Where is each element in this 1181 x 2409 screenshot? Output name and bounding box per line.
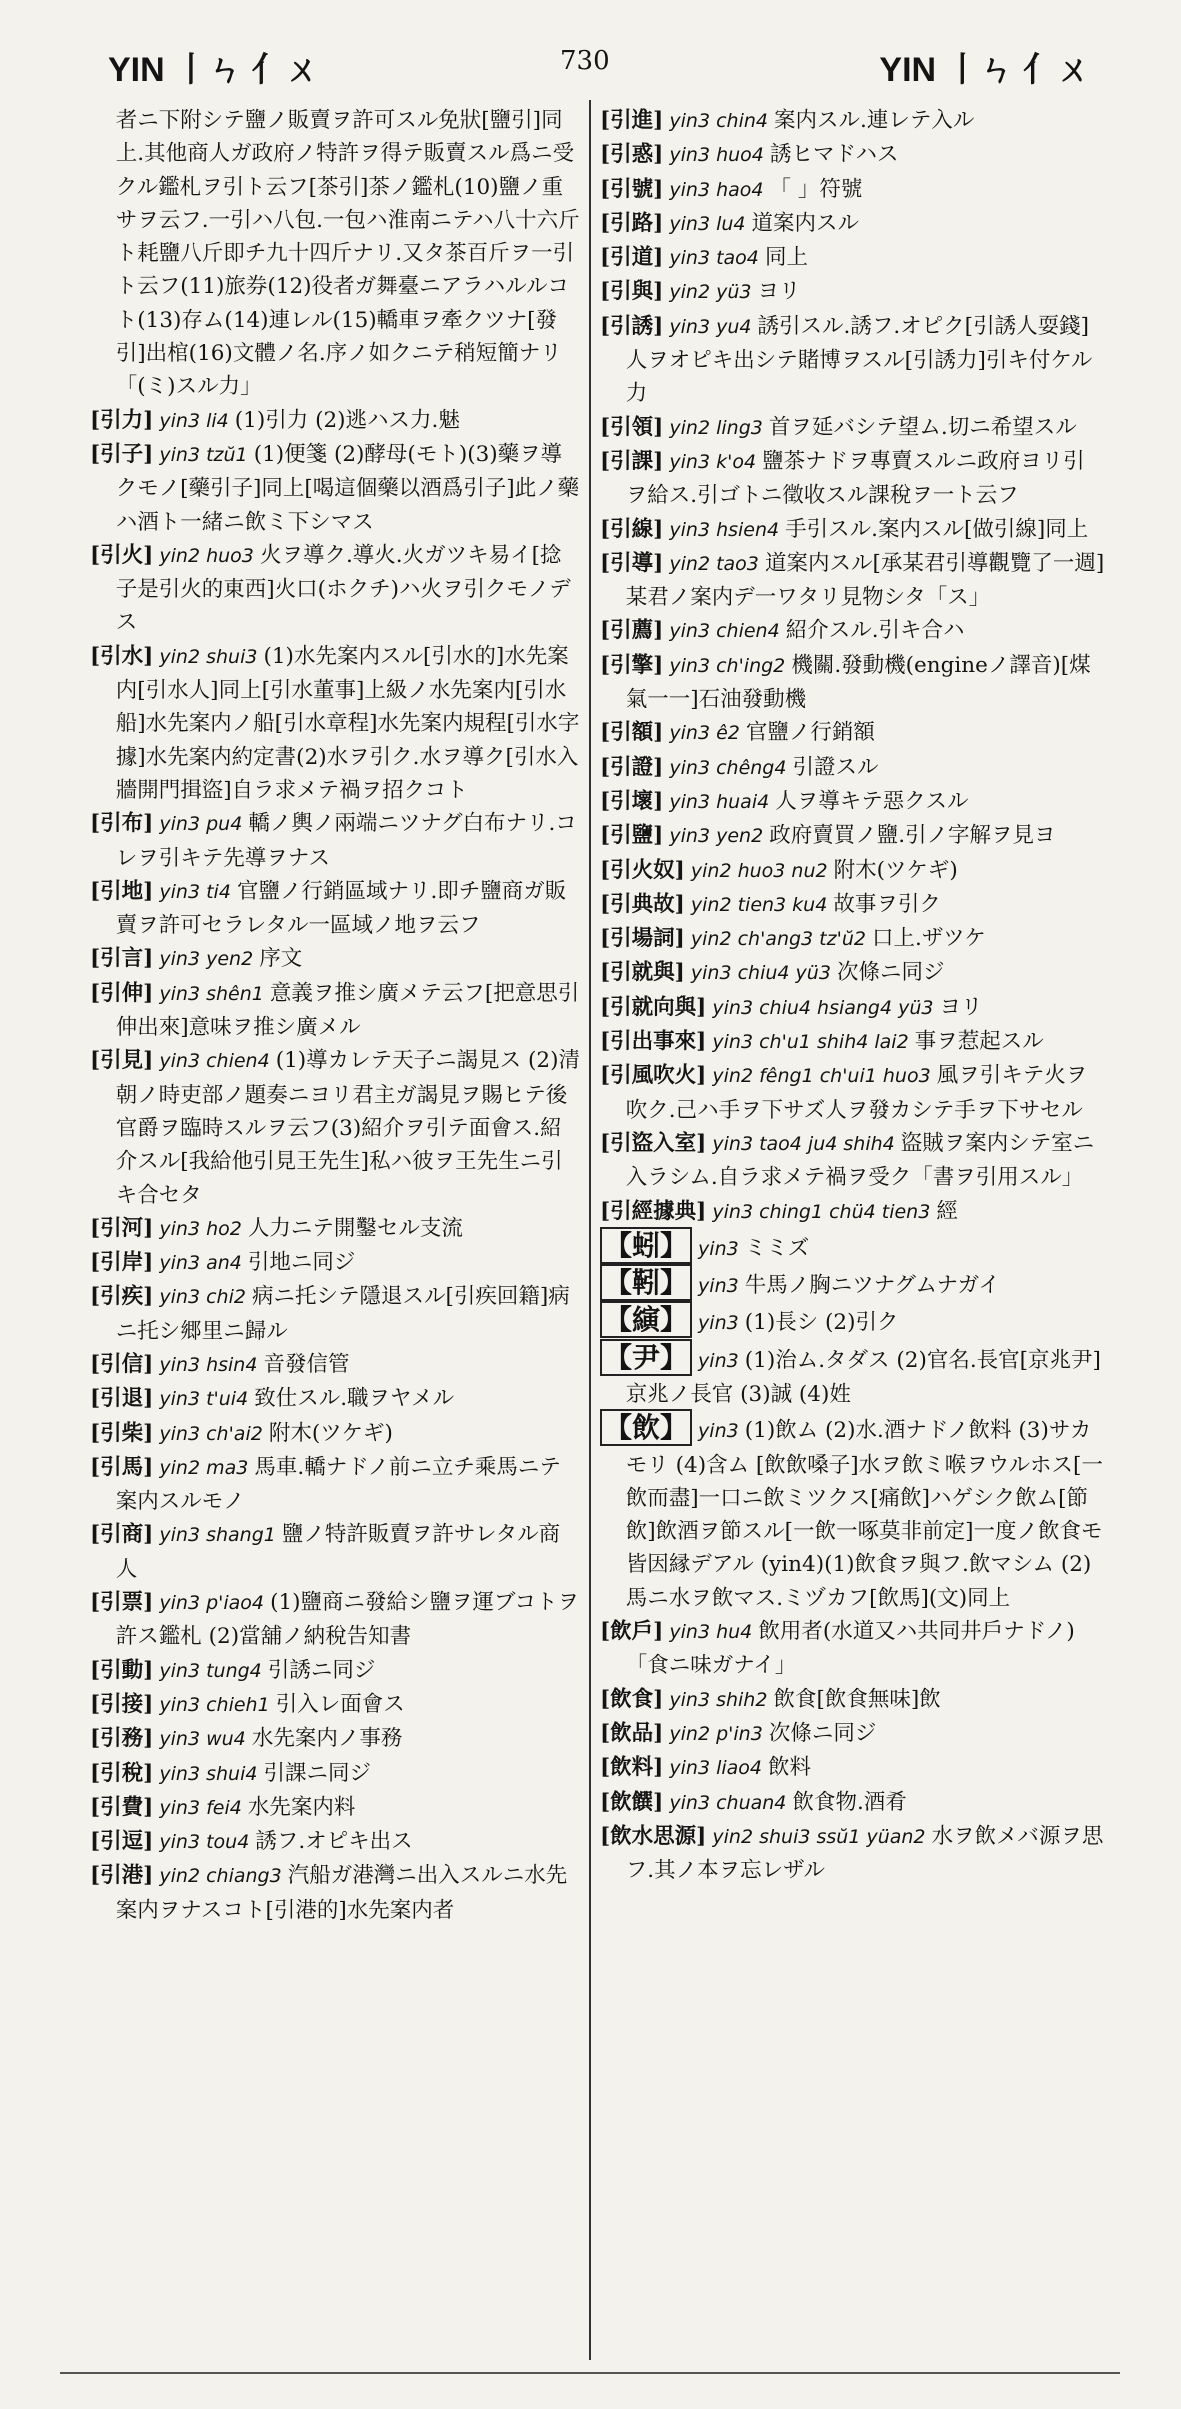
dictionary-entry: [600, 1411, 1105, 1615]
entry-romanization: yin3 tzŭ1: [153, 443, 254, 466]
entry-headword: [引路]: [600, 210, 664, 236]
dictionary-entry: [600, 1059, 1105, 1127]
entry-definition: 鹽茶ナドヲ專賣スルニ政府ヨリ引ヲ給ス.引ゴトニ徵收スル課稅ヲ一ト云フ: [625, 448, 1085, 509]
entry-romanization: yin2 ma3: [153, 1456, 255, 1479]
entry-headword: [引課]: [600, 448, 664, 474]
entry-romanization: yin3 chi2: [153, 1286, 252, 1309]
entry-romanization: yin3 pu4: [153, 813, 249, 836]
entry-romanization: yin3 shih2: [663, 1688, 774, 1711]
entry-headword: [引票]: [90, 1590, 154, 1616]
entry-headword: [引領]: [600, 414, 664, 440]
entry-headword: [引疾]: [90, 1284, 154, 1310]
entry-headword: [飲料]: [600, 1755, 664, 1781]
entry-headword: [飲饌]: [600, 1789, 664, 1815]
entry-romanization: yin3: [692, 1312, 745, 1335]
dictionary-entry: [90, 1654, 580, 1688]
entry-definition: 政府賣買ノ鹽.引ノ字解ヲ見ヨ: [769, 823, 1056, 849]
entry-romanization: yin3 yu4: [663, 315, 758, 338]
right-column: [600, 104, 1105, 2359]
entry-definition: 「 」符號: [769, 176, 863, 202]
entry-headword: [引就向與]: [600, 994, 707, 1020]
dictionary-entry: [600, 956, 1105, 990]
dictionary-entry: [90, 807, 580, 875]
entry-definition: 誘フ.オピキ出ス: [255, 1829, 413, 1855]
entry-definition: (1)長シ (2)引ク: [744, 1310, 899, 1336]
entry-definition: 事ヲ惹起スル: [914, 1029, 1044, 1055]
entry-definition: (1)導カレテ天子ニ謁見ス (2)清朝ノ時吏部ノ題奏ニヨリ君主ガ謁見ヲ賜ヒテ後官爵ヲ臨時スルヲ云フ(3)紹介ヲ引テ面會ス.紹介スル[我給他引見王先生]私ハ彼ヲ王先生ニ引キ合セタ: [115, 1048, 580, 1208]
entry-romanization: yin3 chin4: [663, 110, 775, 132]
entry-romanization: yin3 chieh1: [153, 1693, 276, 1716]
entry-headword: 【尹】: [600, 1339, 692, 1376]
dictionary-entry: [90, 1518, 580, 1586]
entry-headword: [引務]: [90, 1726, 154, 1752]
entry-definition: 鹽ノ特許販賣ヲ許サレタル商人: [115, 1522, 561, 1582]
entry-romanization: yin3: [692, 1420, 745, 1443]
entry-headword: [引稅]: [90, 1760, 154, 1786]
dictionary-entry: [600, 1751, 1105, 1785]
dictionary-entry: [90, 1825, 580, 1859]
entry-headword: [引風吹火]: [600, 1063, 707, 1089]
dictionary-entry: [600, 819, 1105, 853]
entry-romanization: yin3 ch'ing2: [663, 654, 792, 677]
entry-romanization: yin3 tou4: [153, 1831, 256, 1854]
dictionary-entry: [600, 207, 1105, 241]
dictionary-entry: [90, 438, 580, 539]
entry-headword: [引伸]: [90, 980, 154, 1006]
entry-definition: 火ヲ導ク.導火.火ガツキ易イ[捻子是引火的東西]火口(ホクチ)ハ火ヲ引クモノデス: [115, 542, 571, 636]
entry-headword: [引柴]: [90, 1420, 154, 1446]
entry-definition: 道案内スル[承某君引導觀覽了一週]某君ノ案内デ一ワタリ見物シタ「ス」: [625, 550, 1105, 611]
entry-romanization: yin2 huo3 nu2: [684, 859, 834, 882]
entry-romanization: yin3 ho2: [153, 1217, 248, 1240]
dictionary-entry: [90, 942, 580, 976]
dictionary-entry: [90, 1044, 580, 1211]
entry-definition: 機關.發動機(engineノ譯音)[煤氣一一]石油發動機: [625, 652, 1091, 713]
entry-headword: [引盜入室]: [600, 1130, 707, 1156]
dictionary-entry: [90, 1348, 580, 1382]
entry-headword: [引河]: [90, 1215, 154, 1241]
entry-definition: 誘引スル.誘フ.オピク[引誘人耍錢]人ヲオピキ出シテ賭博ヲスル[引誘力]引キ付ケル力: [625, 313, 1093, 407]
dictionary-entry: [600, 275, 1105, 309]
page-header: [0, 28, 1181, 88]
entry-romanization: yin3 huo4: [663, 144, 770, 167]
entry-definition: 牛馬ノ胸ニツナグムナガイ: [744, 1273, 1000, 1299]
entry-headword: [引壞]: [600, 788, 664, 814]
dictionary-entry: [600, 1195, 1105, 1229]
entry-headword: [引見]: [90, 1048, 154, 1074]
dictionary-entry: [600, 716, 1105, 750]
entry-headword: [引商]: [90, 1522, 154, 1548]
entry-headword: [引馬]: [90, 1454, 154, 1480]
dictionary-entry: [600, 1615, 1105, 1683]
entry-definition: 水先案内料: [247, 1794, 356, 1820]
entry-romanization: yin3 chiu4 hsiang4 yü3: [706, 996, 940, 1019]
entry-romanization: yin2 yü3: [663, 281, 758, 304]
entry-romanization: yin2 fêng1 ch'ui1 huo3: [706, 1065, 937, 1088]
entry-romanization: yin3 tung4: [153, 1659, 268, 1682]
entry-definition: 飲料: [768, 1755, 812, 1781]
dictionary-entry: [90, 1246, 580, 1280]
entry-headword: [引逗]: [90, 1829, 154, 1855]
dictionary-entry: [600, 854, 1105, 888]
entry-romanization: yin3 chêng4: [663, 756, 793, 779]
entry-headword: 【飲】: [600, 1409, 692, 1446]
entry-definition: 官鹽ノ行銷額: [745, 720, 875, 746]
dictionary-entry: [600, 445, 1105, 513]
dictionary-entry: [600, 1025, 1105, 1059]
left-column: [90, 104, 580, 2359]
entry-definition: 者ニ下附シテ鹽ノ販賣ヲ許可スル免狀[鹽引]同上.其他商人ガ政府ノ特許ヲ得テ販賣スル爲ニ受クル鑑札ヲ引ト云フ[茶引]茶ノ鑑札(10)鹽ノ重サヲ云フ.一引ハ八包.一包ハ淮南ニテハ八十六斤ト耗鹽八斤即チ九十四斤ナリ.又タ茶百斤ヲ一引ト云フ(11)旅券(12)役者ガ舞臺ニアラハルルコト(13)存ム(14)連レル(15)轎車ヲ牽クツナ[發引]出棺(16)文體ノ名.序ノ如クニテ稍短簡ナリ「(ミ)スル力」: [115, 108, 580, 400]
column-divider: [589, 100, 591, 2360]
entry-romanization: yin3 ch'u1 shih4 lai2: [706, 1031, 915, 1054]
header-left: YIN 丨ㄣ 亻ㄨ: [108, 51, 320, 89]
entry-headword: [飲品]: [600, 1720, 664, 1746]
entry-romanization: yin3 ê2: [663, 722, 746, 745]
bottom-rule: [60, 2372, 1120, 2374]
entry-romanization: yin3 lu4: [663, 212, 752, 235]
entry-romanization: yin2 tao3: [663, 552, 765, 575]
dictionary-entry: [90, 1586, 580, 1654]
entry-romanization: yin3 ch'ai2: [153, 1422, 269, 1445]
dictionary-entry: [90, 1212, 580, 1246]
entry-headword: [飲食]: [600, 1686, 664, 1712]
dictionary-entry: [600, 241, 1105, 275]
entry-headword: [引岸]: [90, 1250, 154, 1276]
entry-headword: [引額]: [600, 720, 664, 746]
entry-definition: 經: [936, 1198, 958, 1224]
dictionary-entry: [90, 404, 580, 438]
entry-headword: [引言]: [90, 946, 154, 972]
entry-definition: 同上: [764, 245, 808, 271]
entry-definition: 故事ヲ引ク: [833, 891, 941, 917]
entry-romanization: yin3 t'ui4: [153, 1388, 255, 1411]
entry-definition: 引入レ面會ス: [275, 1691, 405, 1717]
entry-romanization: yin3 shên1: [153, 982, 270, 1005]
entry-headword: [引惑]: [600, 142, 664, 168]
entry-definition: 附木(ツケギ): [268, 1420, 393, 1446]
entry-romanization: yin2 p'in3: [663, 1722, 769, 1745]
entry-definition: 引課ニ同ジ: [263, 1760, 371, 1786]
dictionary-entry: [600, 751, 1105, 785]
dictionary-entry: [90, 977, 580, 1045]
entry-romanization: yin3 ching1 chü4 tien3: [706, 1200, 937, 1223]
dictionary-entry: [90, 1451, 580, 1519]
entry-romanization: yin3 an4: [153, 1252, 248, 1275]
entry-definition: 官鹽ノ行銷區域ナリ.即チ鹽商ガ販賣ヲ許可セラレタル一區域ノ地ヲ云フ: [115, 878, 567, 939]
dictionary-entry: [90, 1757, 580, 1791]
entry-headword: [引線]: [600, 516, 664, 542]
entry-headword: [引退]: [90, 1386, 154, 1412]
entry-definition: (1)水先案内スル[引水的]水先案内[引水人]同上[引水董事]上級ノ水先案内[引水船]水先案内ノ船[引水章程]水先案内規程[引水字據]水先案内約定書(2)水ヲ引ク.水ヲ導ク[引水入牆開門揖盜]自ラ求メテ禍ヲ招クコト: [115, 643, 580, 803]
entry-definition: (1)引力 (2)逃ハス力.魅: [234, 407, 460, 433]
entry-romanization: yin3: [692, 1349, 745, 1372]
entry-definition: (1)飲ム (2)水.酒ナドノ飲料 (3)サカモリ (4)含ム [飲飲嗓子]水ヲ飲ミ喉ヲウルホス[一飲而盡]一口ニ飲ミツクス[痛飲]ハゲシク飲ム[節飲]飲酒ヲ節スル[一飲一啄莫非前定]一度ノ飲食モ皆因縁デアル (yin4)(1)飲食ヲ與フ.飲マシム (2)馬ニ水ヲ飲マス.ミヅカフ[飲馬](文)同上: [625, 1418, 1103, 1611]
entry-definition: 飲食[飲食無味]飲: [773, 1686, 941, 1712]
entry-romanization: yin3 shui4: [153, 1762, 264, 1785]
entry-definition: 次條ニ同ジ: [836, 960, 945, 986]
dictionary-entry: [90, 1417, 580, 1451]
entry-romanization: yin3 hsin4: [153, 1353, 264, 1376]
dictionary-entry: [90, 1722, 580, 1756]
entry-romanization: yin3 li4: [153, 409, 235, 432]
entry-romanization: yin3 tao4: [663, 247, 765, 270]
entry-romanization: yin3 hao4: [663, 178, 770, 201]
dictionary-entry: [600, 922, 1105, 956]
entry-romanization: yin3 chuan4: [663, 1791, 793, 1814]
entry-romanization: yin3 tao4 ju4 shih4: [706, 1132, 901, 1155]
dictionary-entry: [600, 138, 1105, 172]
entry-romanization: yin2 shui3 ssŭ1 yüan2: [706, 1825, 932, 1848]
dictionary-entry: [600, 1683, 1105, 1717]
dictionary-entry: [600, 1341, 1105, 1412]
dictionary-entry: [600, 104, 1105, 138]
entry-definition: 紹介スル.引キ合ハ: [785, 618, 965, 644]
dictionary-entry: [90, 1859, 580, 1927]
entry-romanization: yin3 chien4: [663, 620, 786, 643]
dictionary-entry: [600, 991, 1105, 1025]
entry-definition: 引誘ニ同ジ: [267, 1657, 376, 1683]
entry-romanization: yin3 chien4: [153, 1050, 276, 1073]
entry-definition: (1)鹽商ニ發給シ鹽ヲ運ブコトヲ許ス鑑札 (2)當舖ノ納稅告知書: [115, 1590, 579, 1650]
dictionary-entry: [90, 539, 580, 640]
entry-romanization: yin2 shui3: [153, 645, 264, 668]
entry-definition: 飲用者(水道又ハ共同井戶ナドノ) 「食ニ味ガナイ」: [625, 1619, 1075, 1679]
dictionary-entry: [90, 1791, 580, 1825]
entry-headword: [引道]: [600, 245, 664, 271]
dictionary-entry: [90, 104, 580, 404]
dictionary-entry: [600, 785, 1105, 819]
dictionary-entry: [600, 614, 1105, 648]
dictionary-entry: [600, 1303, 1105, 1340]
entry-headword: [引出事來]: [600, 1029, 707, 1055]
dictionary-entry: [90, 640, 580, 807]
dictionary-entry: [90, 1382, 580, 1416]
entry-romanization: yin3 yen2: [663, 825, 770, 848]
entry-headword: [引費]: [90, 1794, 154, 1820]
entry-headword: [引火奴]: [600, 857, 685, 883]
entry-headword: [引子]: [90, 441, 154, 467]
entry-romanization: yin3 wu4: [153, 1728, 252, 1751]
entry-definition: 音發信管: [263, 1351, 350, 1377]
entry-headword: [引典故]: [600, 891, 685, 917]
entry-romanization: yin2 tien3 ku4: [684, 893, 834, 916]
dictionary-entry: [600, 1127, 1105, 1195]
entry-romanization: yin3 yen2: [153, 948, 260, 971]
entry-definition: 案内スル.連レテ入ル: [774, 108, 975, 133]
entry-definition: ミミズ: [744, 1235, 810, 1261]
entry-romanization: yin3 p'iao4: [153, 1592, 271, 1615]
entry-definition: 人ヲ導キテ惡クスル: [775, 788, 969, 814]
entry-romanization: yin3: [692, 1237, 745, 1260]
entry-headword: [引薦]: [600, 618, 664, 644]
dictionary-entry: [90, 1280, 580, 1348]
entry-definition: 飲食物.酒肴: [792, 1789, 907, 1815]
entry-romanization: yin2 ch'ang3 tz'ŭ2: [684, 928, 872, 951]
entry-romanization: yin2 ling3: [663, 416, 769, 439]
entry-romanization: yin3 fei4: [153, 1796, 248, 1819]
dictionary-entry: [600, 310, 1105, 411]
entry-definition: 人力ニテ開鑿セル支流: [247, 1215, 463, 1241]
entry-definition: 馬車.轎ナドノ前ニ立チ乘馬ニテ案内スルモノ: [115, 1454, 561, 1515]
entry-headword: [引場詞]: [600, 926, 685, 952]
entry-headword: [引鹽]: [600, 823, 664, 849]
entry-romanization: yin3: [692, 1275, 745, 1298]
entry-definition: 水先案内ノ事務: [251, 1726, 403, 1752]
entry-headword: 【蚓】: [600, 1227, 692, 1264]
entry-definition: 盜賊ヲ案内シテ室ニ入ラシム.自ラ求メテ禍ヲ受ク「書ヲ引用スル」: [625, 1130, 1095, 1191]
entry-headword: [引誘]: [600, 313, 664, 339]
entry-headword: [引證]: [600, 754, 664, 780]
entry-headword: [引擎]: [600, 652, 664, 678]
entry-romanization: yin3 liao4: [663, 1757, 769, 1780]
dictionary-entry: [90, 1688, 580, 1722]
entry-definition: 序文: [259, 946, 303, 972]
dictionary-entry: [600, 1820, 1105, 1888]
entry-romanization: yin2 huo3: [153, 544, 260, 567]
entry-definition: 引證スル: [792, 754, 879, 780]
entry-definition: ヨリ: [939, 994, 983, 1020]
entry-romanization: yin3 shang1: [153, 1524, 282, 1547]
dictionary-entry: [600, 1717, 1105, 1751]
entry-headword: 【縯】: [600, 1301, 692, 1338]
entry-romanization: yin3 chiu4 yü3: [684, 962, 837, 985]
entry-headword: [引動]: [90, 1657, 154, 1683]
entry-definition: 水ヲ飲メバ源ヲ思フ.其ノ本ヲ忘レザル: [625, 1823, 1104, 1884]
entry-romanization: yin3 huai4: [663, 790, 776, 813]
entry-definition: (1)治ム.タダス (2)官名.長官[京兆尹]京兆ノ長官 (3)誠 (4)姓: [625, 1347, 1101, 1407]
dictionary-entry: [90, 875, 580, 943]
entry-definition: 口上.ザツケ: [872, 926, 986, 952]
entry-headword: [引布]: [90, 811, 154, 837]
entry-definition: 致仕スル.職ヲヤメル: [254, 1386, 455, 1412]
entry-headword: [引火]: [90, 542, 154, 568]
entry-headword: [引接]: [90, 1691, 154, 1717]
entry-headword: [引號]: [600, 176, 664, 202]
entry-headword: [飲水思源]: [600, 1823, 707, 1849]
entry-definition: 病ニ托シテ隱退スル[引疾回籍]病ニ托シ郷里ニ歸ル: [115, 1284, 570, 1344]
entry-romanization: yin3 k'o4: [663, 450, 763, 473]
entry-definition: 首ヲ延バシテ望ム.切ニ希望スル: [768, 414, 1077, 440]
entry-headword: [引港]: [90, 1863, 154, 1889]
entry-romanization: yin2 chiang3: [153, 1865, 288, 1888]
entry-headword: [引就與]: [600, 960, 685, 986]
entry-headword: [引力]: [90, 407, 154, 433]
dictionary-entry: [600, 411, 1105, 445]
entry-definition: 風ヲ引キテ火ヲ吹ク.己ハ手ヲ下サズ人ヲ發カシテ手ヲ下サセル: [625, 1063, 1088, 1123]
entry-romanization: yin3 hsien4: [663, 518, 786, 541]
entry-romanization: yin3 ti4: [153, 880, 237, 903]
entry-definition: 手引スル.案内スル[做引線]同上: [785, 516, 1089, 542]
entry-headword: [引與]: [600, 279, 664, 305]
dictionary-entry: [600, 649, 1105, 717]
entry-definition: 附木(ツケギ): [833, 857, 958, 883]
dictionary-entry: [600, 1229, 1105, 1266]
dictionary-entry: [600, 547, 1105, 615]
entry-definition: ヨリ: [757, 279, 801, 305]
entry-definition: (1)便箋 (2)酵母(モト)(3)藥ヲ導クモノ[藥引子]同上[喝這個藥以酒爲引子]此ノ藥ハ酒ト一緒ニ飲ミ下シマス: [115, 441, 580, 535]
entry-headword: 【靷】: [600, 1264, 692, 1301]
entry-headword: [引進]: [600, 108, 664, 133]
entry-definition: 轎ノ輿ノ兩端ニツナグ白布ナリ.コレヲ引キテ先導ヲナス: [115, 811, 577, 871]
dictionary-entry: [600, 513, 1105, 547]
entry-headword: [引水]: [90, 643, 154, 669]
entry-headword: [引導]: [600, 550, 664, 576]
entry-headword: [引經據典]: [600, 1198, 707, 1224]
entry-headword: [引信]: [90, 1351, 154, 1377]
page-number: 730: [560, 46, 610, 76]
dictionary-entry: [600, 888, 1105, 922]
entry-romanization: yin3 hu4: [663, 1621, 759, 1644]
entry-headword: [引地]: [90, 878, 154, 904]
dictionary-entry: [600, 173, 1105, 207]
entry-definition: 道案内スル: [751, 210, 860, 236]
entry-headword: [飲戶]: [600, 1619, 664, 1645]
header-right: YIN 丨ㄣ 亻ㄨ: [879, 51, 1091, 89]
dictionary-entry: [600, 1786, 1105, 1820]
entry-definition: 引地ニ同ジ: [247, 1250, 356, 1276]
entry-definition: 意義ヲ推シ廣メテ云フ[把意思引伸出來]意味ヲ推シ廣メル: [115, 980, 580, 1041]
entry-definition: 誘ヒマドハス: [769, 142, 899, 168]
dictionary-entry: [600, 1266, 1105, 1303]
entry-definition: 汽船ガ港灣ニ出入スルニ水先案内ヲナスコト[引港的]水先案内者: [115, 1863, 568, 1923]
entry-definition: 次條ニ同ジ: [768, 1720, 877, 1746]
